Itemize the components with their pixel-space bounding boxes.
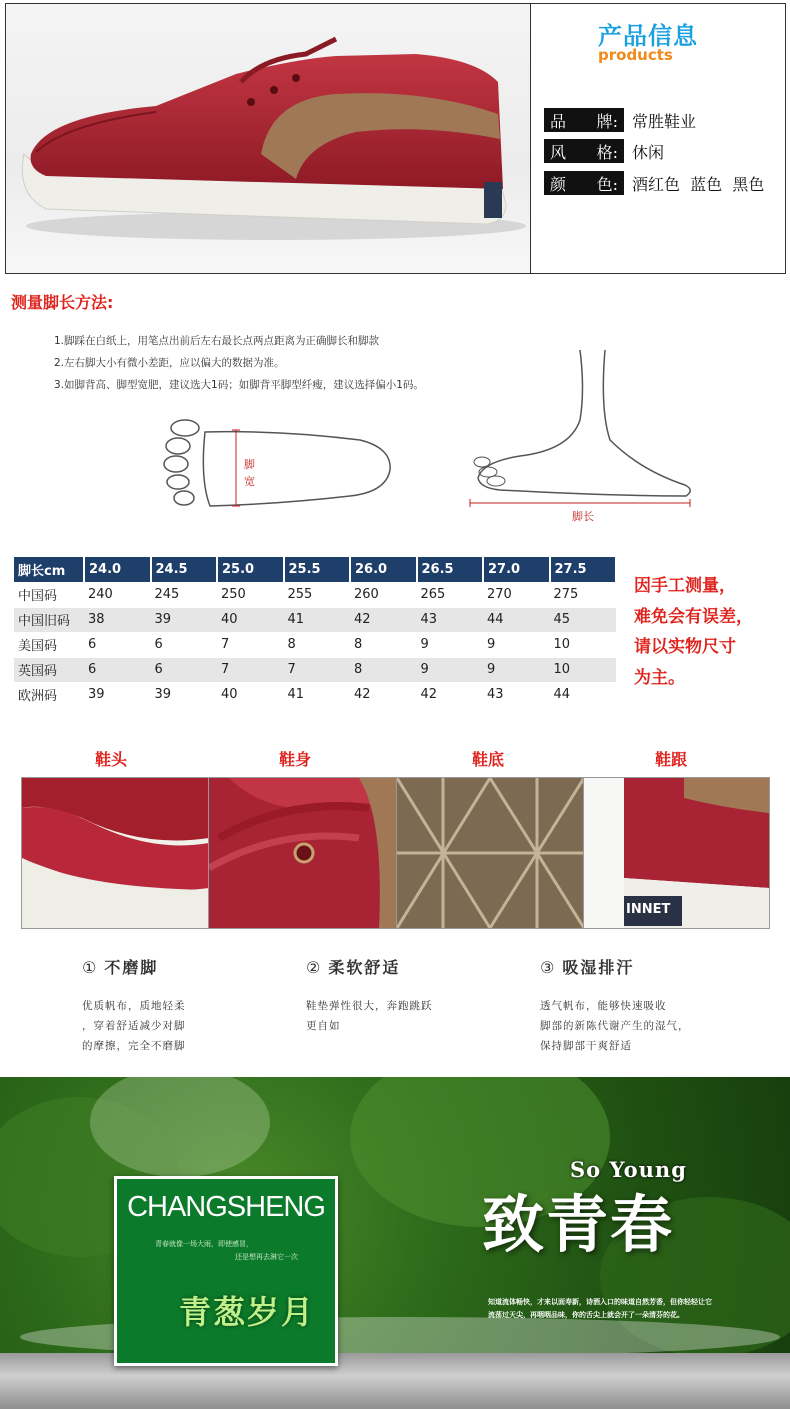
table-cell: 39: [151, 682, 218, 707]
info-value-brand: 常胜鞋业: [632, 111, 697, 131]
table-cell: 42: [350, 682, 417, 707]
note-line: 难免会有误差，: [634, 606, 753, 627]
feature-desc-line: 的摩擦，完全不磨脚: [82, 1040, 186, 1052]
table-cell: 7: [217, 632, 284, 657]
info-title: 产品信息: [598, 22, 698, 50]
so-young-text: So Young: [570, 1157, 687, 1182]
table-cell: 38: [84, 607, 151, 632]
product-info-panel: [5, 3, 786, 274]
table-row: [14, 657, 616, 682]
sole-image: [397, 778, 584, 928]
table-cell: 7: [217, 657, 284, 682]
table-cell: 欧洲码: [14, 682, 84, 707]
detail-label-heel: 鞋跟: [655, 750, 688, 769]
detail-photo-body: [209, 778, 397, 928]
body-image: [209, 778, 397, 928]
feature-comfort: [306, 955, 486, 1036]
table-header-cell: 脚长cm: [14, 557, 84, 582]
foot-side-diagram: [460, 350, 700, 530]
table-header-cell: 24.0: [84, 557, 151, 582]
table-cell: 43: [417, 607, 484, 632]
heel-logo-text: INNET: [626, 902, 671, 917]
measure-step: 2.左右脚大小有微小差距，应以偏大的数据为准。: [54, 357, 285, 369]
feature-desc-line: 脚部的新陈代谢产生的湿气，: [540, 1020, 690, 1032]
feature-number: ③: [540, 958, 557, 977]
table-cell: 44: [550, 682, 617, 707]
table-cell: 6: [151, 632, 218, 657]
info-key-char: 格:: [596, 142, 618, 162]
foot-width-label-1: 脚: [244, 458, 255, 471]
measurement-note: [634, 571, 753, 693]
table-row: [14, 632, 616, 657]
feature-number: ①: [82, 958, 99, 977]
toe-image: [22, 778, 209, 928]
table-cell: 9: [483, 632, 550, 657]
table-header-cell: 26.5: [417, 557, 484, 582]
banner-caption-line: 流荡过天尖，再咽咽品味，你的舌尖上就会开了一朵清芬的花。: [488, 1311, 684, 1319]
table-header-cell: 25.0: [217, 557, 284, 582]
detail-photo-heel: [584, 778, 769, 928]
table-header-cell: 26.0: [350, 557, 417, 582]
foot-side-outline-icon: [460, 350, 700, 530]
note-line: 为主。: [634, 667, 685, 688]
table-cell: 260: [350, 582, 417, 607]
table-cell: 中国码: [14, 582, 84, 607]
feature-desc-line: 保持脚部干爽舒适: [540, 1040, 632, 1052]
table-cell: 6: [84, 632, 151, 657]
feature-title: 吸湿排汗: [562, 958, 635, 977]
table-cell: 270: [483, 582, 550, 607]
info-key-char: 风: [550, 142, 567, 162]
feature-no-rub: [82, 955, 282, 1056]
feature-desc-line: 优质帆布，质地轻柔: [82, 1000, 186, 1012]
banner-caption-line: 知道流体畅快，才来以面寿新，诗酒入口的味道自然芳香，但你轻轻让它: [488, 1298, 712, 1306]
measure-title: 测量脚长方法:: [11, 293, 114, 312]
detail-photo-toe: [22, 778, 209, 928]
measure-step: 1.脚踩在白纸上，用笔点出前后左右最长点两点距离为正确脚长和脚款: [54, 335, 380, 347]
table-cell: 美国码: [14, 632, 84, 657]
table-cell: 8: [350, 632, 417, 657]
info-key-char: 品: [550, 111, 567, 131]
brand-tagline: 青葱岁月: [179, 1293, 316, 1331]
foot-width-label-2: 宽: [244, 475, 255, 488]
table-row: [14, 582, 616, 607]
table-cell: 9: [417, 632, 484, 657]
table-cell: 10: [550, 632, 617, 657]
table-cell: 10: [550, 657, 617, 682]
info-row-brand: [544, 108, 696, 132]
detail-photo-sole: [397, 778, 584, 928]
table-row: [14, 682, 616, 707]
table-cell: 45: [550, 607, 617, 632]
table-cell: 41: [284, 607, 351, 632]
table-header-cell: 25.5: [284, 557, 351, 582]
table-cell: 39: [84, 682, 151, 707]
foot-length-label: 脚长: [572, 510, 594, 523]
note-line: 请以实物尺寸: [634, 637, 736, 657]
info-key-char: 颜: [550, 174, 567, 194]
size-table-header: [14, 557, 616, 582]
info-subtitle: products: [598, 46, 673, 64]
brand-name: CHANGSHENG: [127, 1191, 325, 1223]
info-key-char: 牌:: [596, 111, 618, 131]
table-header-cell: 27.5: [550, 557, 617, 582]
heel-image: [584, 778, 769, 928]
foot-top-diagram: [160, 410, 410, 520]
table-cell: 39: [151, 607, 218, 632]
feature-desc-line: 更自如: [306, 1020, 341, 1032]
feature-breathable: [540, 955, 750, 1056]
table-cell: 250: [217, 582, 284, 607]
table-cell: 9: [483, 657, 550, 682]
table-cell: 42: [417, 682, 484, 707]
table-cell: 8: [284, 632, 351, 657]
table-cell: 7: [284, 657, 351, 682]
table-cell: 41: [284, 682, 351, 707]
product-photo: [6, 4, 531, 273]
table-cell: 275: [550, 582, 617, 607]
table-cell: 6: [151, 657, 218, 682]
feature-desc-line: 鞋垫弹性很大，奔跑跳跃: [306, 1000, 433, 1012]
table-cell: 英国码: [14, 657, 84, 682]
measure-steps: [54, 330, 424, 396]
youth-title: 致青春: [482, 1188, 675, 1261]
table-header-cell: 27.0: [483, 557, 550, 582]
table-cell: 40: [217, 607, 284, 632]
table-cell: 255: [284, 582, 351, 607]
feature-number: ②: [306, 958, 323, 977]
table-cell: 245: [151, 582, 218, 607]
measure-step: 3.如脚背高、脚型宽肥，建议选大1码；如脚背平脚型纤瘦，建议选择偏小1码。: [54, 379, 424, 391]
table-cell: 42: [350, 607, 417, 632]
size-table: [14, 557, 617, 708]
table-row: [14, 607, 616, 632]
detail-label-body: 鞋身: [279, 750, 312, 769]
shoe-side-illustration: [6, 4, 531, 273]
table-cell: 40: [217, 682, 284, 707]
brand-card: [114, 1176, 338, 1366]
table-cell: 265: [417, 582, 484, 607]
table-cell: 9: [417, 657, 484, 682]
info-row-color: [544, 171, 764, 195]
table-cell: 中国旧码: [14, 607, 84, 632]
detail-photo-strip: [21, 777, 770, 929]
detail-label-sole: 鞋底: [472, 750, 505, 769]
info-value-color: 酒红色 蓝色 黑色: [632, 174, 765, 194]
info-pane: [532, 4, 785, 273]
table-cell: 44: [483, 607, 550, 632]
table-cell: 240: [84, 582, 151, 607]
feature-desc-line: ，穿着舒适减少对脚: [82, 1020, 186, 1032]
feature-title: 不磨脚: [104, 958, 159, 977]
brand-slogan-line: 青春就像一场大雨，即使感冒，: [155, 1240, 253, 1248]
table-cell: 43: [483, 682, 550, 707]
table-header-cell: 24.5: [151, 557, 218, 582]
info-value-style: 休闲: [632, 142, 665, 162]
note-line: 因手工测量，: [634, 576, 736, 596]
foot-outline-icon: [160, 410, 410, 520]
detail-label-toe: 鞋头: [95, 750, 128, 769]
table-cell: 8: [350, 657, 417, 682]
youth-banner: [0, 1077, 790, 1409]
info-row-style: [544, 139, 664, 163]
brand-slogan-line: 还是想再去淋它一次: [235, 1253, 298, 1261]
feature-title: 柔软舒适: [328, 958, 401, 977]
table-cell: 6: [84, 657, 151, 682]
info-key-char: 色:: [596, 174, 618, 194]
feature-desc-line: 透气帆布，能够快速吸收: [540, 1000, 667, 1012]
